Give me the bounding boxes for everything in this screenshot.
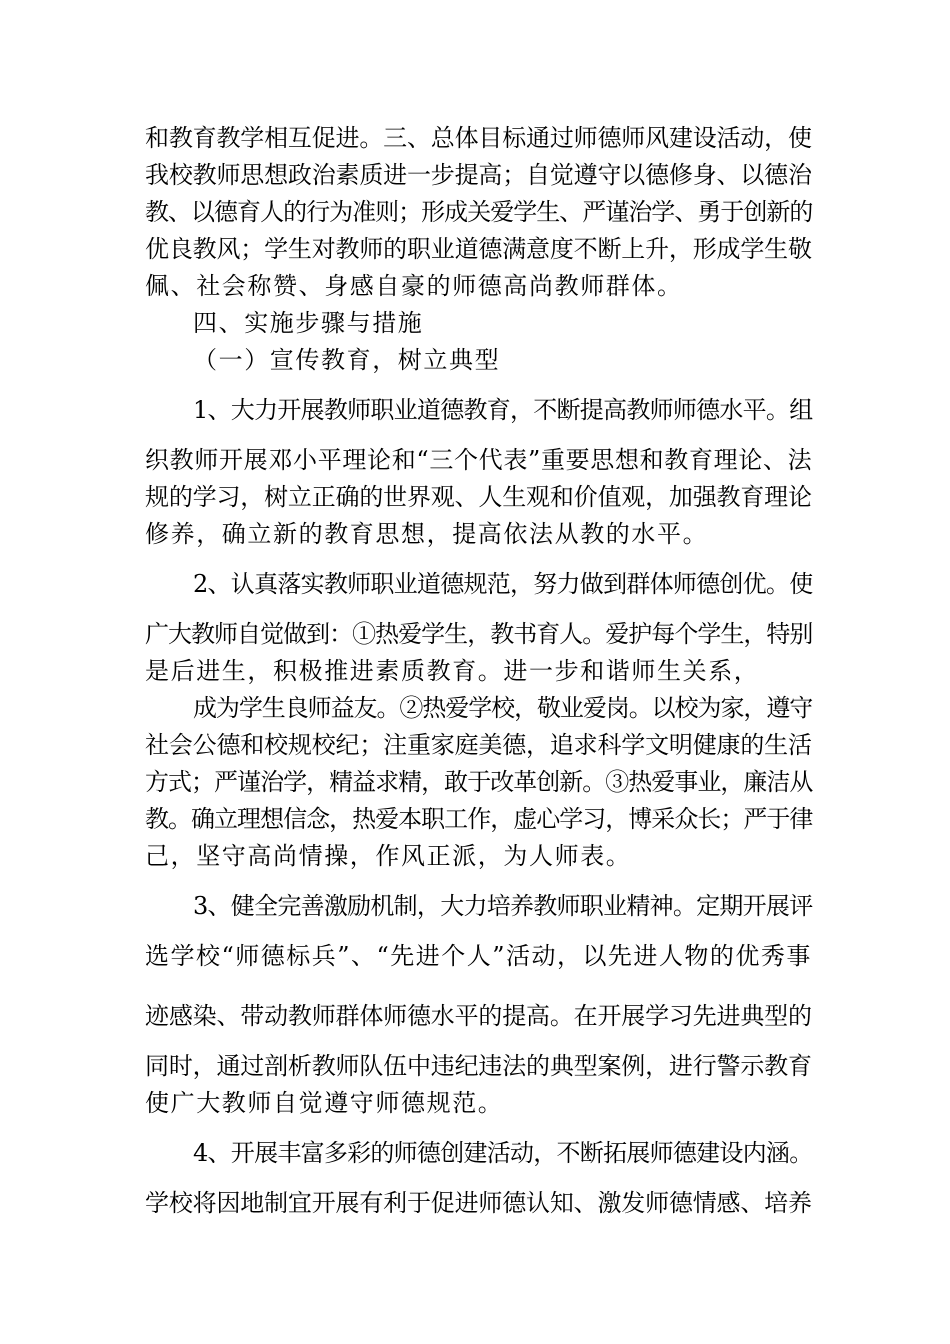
paragraph-line: 修养，确立新的教育思想，提高依法从教的水平。 xyxy=(145,520,709,548)
paragraph-line: 和教育教学相互促进。三、总体目标通过师德师风建设活动，使 xyxy=(145,124,812,152)
section-heading: 四、实施步骤与措施 xyxy=(193,309,424,337)
paragraph-line: 规的学习，树立正确的世界观、人生观和价值观，加强教育理论 xyxy=(145,483,812,511)
paragraph-line: 2、认真落实教师职业道德规范，努力做到群体师德创优。使 xyxy=(193,570,813,598)
subsection-heading: （一）宣传教育，树立典型 xyxy=(193,346,501,374)
paragraph-line: 佩、社会称赞、身感自豪的师德高尚教师群体。 xyxy=(145,272,683,300)
paragraph-line: 3、健全完善激励机制，大力培养教师职业精神。定期开展评 xyxy=(193,892,813,920)
paragraph-line: 4、开展丰富多彩的师德创建活动，不断拓展师德建设内涵。 xyxy=(193,1139,813,1167)
paragraph-line: 织教师开展邓小平理论和“三个代表”重要思想和教育理论、法 xyxy=(145,446,813,474)
paragraph-line: 广大教师自觉做到：①热爱学生，教书育人。爱护每个学生，特别 xyxy=(145,620,813,648)
paragraph-line: 教。确立理想信念，热爱本职工作，虚心学习，博采众长；严于律 xyxy=(145,805,813,833)
paragraph-line: 同时，通过剖析教师队伍中违纪违法的典型案例，进行警示教育 xyxy=(145,1052,812,1080)
paragraph-line: 社会公德和校规校纪；注重家庭美德，追求科学文明健康的生活 xyxy=(145,731,812,759)
paragraph-line: 方式；严谨治学，精益求精，敢于改革创新。③热爱事业，廉洁从 xyxy=(145,768,813,796)
paragraph-line: 优良教风；学生对教师的职业道德满意度不断上升，形成学生敬 xyxy=(145,235,812,263)
paragraph-line: 教、以德育人的行为准则；形成关爱学生、严谨治学、勇于创新的 xyxy=(145,198,813,226)
paragraph-line: 选学校“师德标兵”、“先进个人”活动，以先进人物的优秀事 xyxy=(145,942,812,970)
paragraph-line: 使广大教师自觉遵守师德规范。 xyxy=(145,1089,504,1117)
paragraph-line: 学校将因地制宜开展有利于促进师德认知、激发师德情感、培养 xyxy=(145,1189,812,1217)
paragraph-line: 迹感染、带动教师群体师德水平的提高。在开展学习先进典型的 xyxy=(145,1002,812,1030)
paragraph-line: 是后进生，积极推进素质教育。进一步和谐师生关系， xyxy=(145,657,760,685)
paragraph-line: 己，坚守高尚情操，作风正派，为人师表。 xyxy=(145,842,632,870)
paragraph-line: 我校教师思想政治素质进一步提高；自觉遵守以德修身、以德治 xyxy=(145,161,812,189)
paragraph-line: 成为学生良师益友。②热爱学校，敬业爱岗。以校为家，遵守 xyxy=(193,694,813,722)
paragraph-line: 1、大力开展教师职业道德教育，不断提高教师师德水平。组 xyxy=(193,396,813,424)
